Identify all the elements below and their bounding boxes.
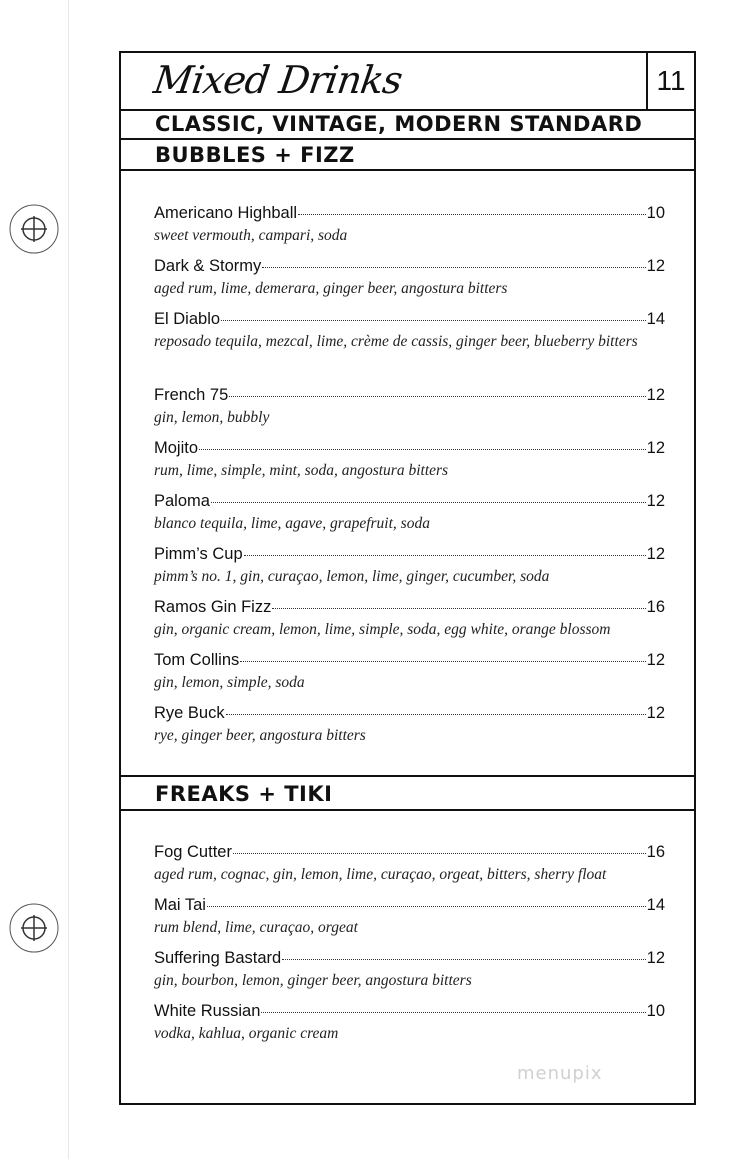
dot-leader: [262, 267, 645, 268]
item-price: 12: [646, 492, 665, 510]
menu-item: [154, 543, 665, 588]
item-price: 12: [646, 651, 665, 669]
dot-leader: [244, 555, 646, 556]
section-title: BUBBLES + FIZZ: [155, 143, 355, 167]
binder-hole-icon: [8, 203, 60, 255]
item-price: 10: [646, 1002, 665, 1020]
dot-leader: [272, 608, 645, 609]
item-name: Mojito: [154, 439, 199, 457]
dot-leader: [221, 320, 646, 321]
item-price: 12: [646, 257, 665, 275]
item-name: French 75: [154, 386, 229, 404]
item-description: reposado tequila, mezcal, lime, crème de cassis, ginger beer, blueberry bitters: [154, 333, 638, 350]
dot-leader: [233, 853, 646, 854]
item-price: 12: [646, 545, 665, 563]
watermark: menupix: [517, 1063, 603, 1084]
section-title: FREAKS + TIKI: [155, 782, 333, 806]
item-description: rum, lime, simple, mint, soda, angostura bitters: [154, 462, 449, 479]
menu-item: [154, 841, 665, 886]
item-price: 12: [646, 704, 665, 722]
item-name: Suffering Bastard: [154, 949, 282, 967]
item-description: gin, organic cream, lemon, lime, simple, soda, egg white, orange blossom: [154, 621, 611, 638]
item-name: Dark & Stormy: [154, 257, 262, 275]
menu-subtitle: CLASSIC, VINTAGE, MODERN STANDARD: [155, 112, 643, 136]
item-description: gin, lemon, simple, soda: [154, 674, 305, 691]
item-description: rye, ginger beer, angostura bitters: [154, 727, 366, 744]
menu-item: [154, 1000, 665, 1045]
menu-item: [154, 255, 665, 300]
item-price: 12: [646, 386, 665, 404]
item-description: sweet vermouth, campari, soda: [154, 227, 348, 244]
item-description: gin, bourbon, lemon, ginger beer, angostura bitters: [154, 972, 472, 989]
item-price: 14: [646, 310, 665, 328]
menu-item: [154, 202, 665, 247]
item-name: White Russian: [154, 1002, 261, 1020]
item-price: 12: [646, 439, 665, 457]
menu-item: [154, 947, 665, 992]
dot-leader: [261, 1012, 645, 1013]
section-header-bubbles: [121, 140, 694, 171]
menu-item: [154, 894, 665, 939]
item-name: Paloma: [154, 492, 210, 510]
dot-leader: [226, 714, 646, 715]
dot-leader: [229, 396, 645, 397]
item-name: El Diablo: [154, 310, 221, 328]
dot-leader: [211, 502, 646, 503]
dot-leader: [240, 661, 645, 662]
item-description: gin, lemon, bubbly: [154, 409, 270, 426]
item-name: Fog Cutter: [154, 843, 232, 861]
item-name: Rye Buck: [154, 704, 225, 722]
page-number: 11: [646, 53, 694, 109]
section-header-freaks: [121, 775, 694, 811]
item-description: aged rum, lime, demerara, ginger beer, angostura bitters: [154, 280, 508, 297]
item-price: 12: [646, 949, 665, 967]
dot-leader: [282, 959, 645, 960]
menu-page: [119, 51, 696, 1105]
item-name: Pimm’s Cup: [154, 545, 243, 563]
item-price: 10: [646, 204, 665, 222]
menu-item: [154, 702, 665, 747]
page-title: Mixed Drinks: [151, 58, 405, 102]
item-name: Tom Collins: [154, 651, 240, 669]
menu-item: [154, 384, 665, 429]
menu-item: [154, 649, 665, 694]
item-price: 14: [646, 896, 665, 914]
binder-hole-icon: [8, 902, 60, 954]
item-description: pimm’s no. 1, gin, curaçao, lemon, lime, ginger, cucumber, soda: [154, 568, 550, 585]
dot-leader: [298, 214, 646, 215]
menu-item: [154, 490, 665, 535]
item-price: 16: [646, 843, 665, 861]
dot-leader: [207, 906, 646, 907]
dot-leader: [199, 449, 646, 450]
item-description: vodka, kahlua, organic cream: [154, 1025, 339, 1042]
item-price: 16: [646, 598, 665, 616]
item-name: Mai Tai: [154, 896, 206, 914]
item-description: aged rum, cognac, gin, lemon, lime, curaçao, orgeat, bitters, sherry float: [154, 866, 607, 883]
item-name: Americano Highball: [154, 204, 298, 222]
item-name: Ramos Gin Fizz: [154, 598, 272, 616]
menu-item: [154, 437, 665, 482]
binder-margin-line: [68, 0, 69, 1159]
item-description: rum blend, lime, curaçao, orgeat: [154, 919, 358, 936]
item-description: blanco tequila, lime, agave, grapefruit, soda: [154, 515, 430, 532]
menu-subtitle-bar: [121, 109, 694, 140]
menu-item: [154, 596, 665, 641]
menu-header: [121, 53, 694, 111]
menu-item: [154, 308, 665, 353]
